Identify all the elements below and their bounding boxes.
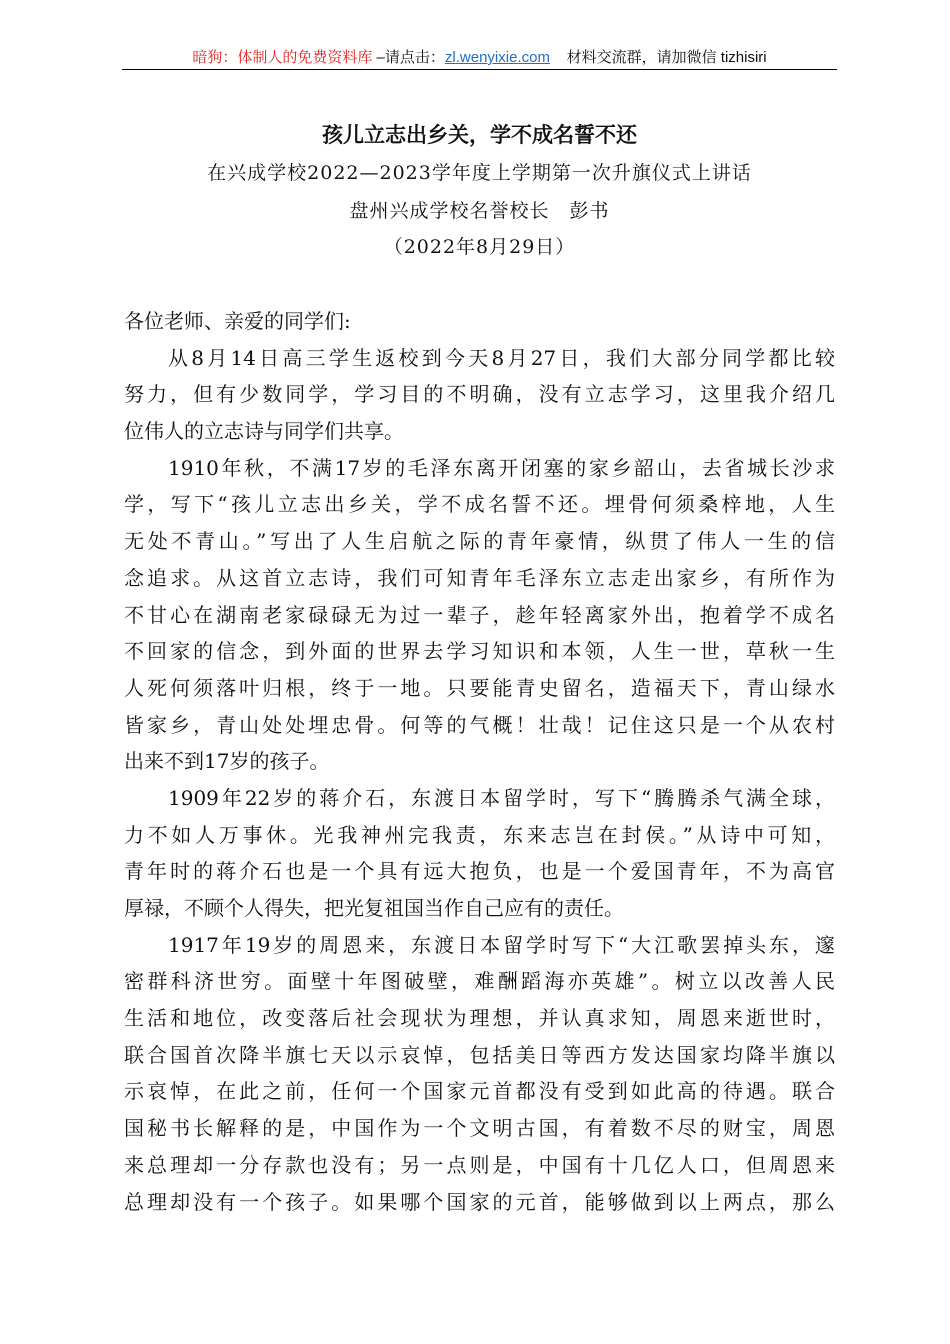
paragraph-line: 总理却没有一个孩子。如果哪个国家的元首，能够做到以上两点，那么 bbox=[124, 1189, 835, 1214]
paragraph bbox=[124, 340, 835, 450]
promo-text: 暗狗：体制人的免费资料库 bbox=[192, 49, 373, 66]
paragraph-line: 出来不到17岁的孩子。 bbox=[124, 749, 330, 774]
document-date: （2022年8月29日） bbox=[383, 236, 576, 258]
paragraph-line: 念追求。从这首立志诗，我们可知青年毛泽东立志走出家乡，有所作为 bbox=[124, 565, 835, 590]
paragraph-line: 1909年22岁的蒋介石，东渡日本留学时，写下“腾腾杀气满全球， bbox=[168, 785, 835, 810]
paragraph-line: 密群科济世穷。面壁十年图破壁，难酬蹈海亦英雄”。树立以改善人民 bbox=[124, 969, 835, 994]
paragraph-line: 不甘心在湖南老家碌碌无为过一辈子，趁年轻离家外出，抱着学不成名 bbox=[124, 602, 835, 627]
salutation: 各位老师、亲爱的同学们: bbox=[124, 309, 351, 333]
paragraph-line: 1910年秋，不满17岁的毛泽东离开闭塞的家乡韶山，去省城长沙求 bbox=[168, 455, 835, 480]
promo-click-text: –请点击： bbox=[372, 49, 445, 66]
paragraph-line: 示哀悼，在此之前，任何一个国家元首都没有受到如此高的待遇。联合 bbox=[124, 1079, 835, 1104]
paragraph-line: 力不如人万事休。光我神州完我责，东来志岂在封侯。”从诗中可知， bbox=[124, 822, 835, 847]
paragraph-line: 位伟人的立志诗与同学们共享。 bbox=[124, 419, 404, 444]
document-body bbox=[124, 303, 835, 1220]
paragraph-line: 皆家乡，青山处处埋忠骨。何等的气概！壮哉！记住这只是一个从农村 bbox=[124, 712, 835, 737]
paragraph-line: 人死何须落叶归根，终于一地。只要能青史留名，造福天下，青山绿水 bbox=[124, 675, 835, 700]
promo-wechat-text: 材料交流群，请加微信 tizhisiri bbox=[566, 49, 767, 66]
document-author: 盘州兴成学校名誉校长 彭书 bbox=[349, 200, 610, 222]
promo-header bbox=[122, 46, 837, 68]
paragraph-line: 联合国首次降半旗七天以示哀悼，包括美日等西方发达国家均降半旗以 bbox=[124, 1042, 835, 1067]
header-divider bbox=[122, 69, 837, 70]
paragraph bbox=[124, 780, 835, 927]
paragraph-line: 从8月14日高三学生返校到今天8月27日，我们大部分同学都比较 bbox=[168, 345, 835, 370]
paragraph-line: 1917年19岁的周恩来，东渡日本留学时写下“大江歌罢掉头东，邃 bbox=[168, 932, 835, 957]
paragraph-line: 努力，但有少数同学，学习目的不明确，没有立志学习，这里我介绍几 bbox=[124, 382, 835, 407]
paragraph-line: 国秘书长解释的是，中国作为一个文明古国，有着数不尽的财宝，周恩 bbox=[124, 1116, 835, 1141]
paragraph-line: 青年时的蒋介石也是一个具有远大抱负，也是一个爱国青年，不为高官 bbox=[124, 859, 835, 884]
paragraph-line: 厚禄，不顾个人得失，把光复祖国当作自己应有的责任。 bbox=[124, 896, 624, 920]
paragraph-line: 无处不青山。”写出了人生启航之际的青年豪情，纵贯了伟人一生的信 bbox=[124, 529, 835, 554]
paragraph-line: 生活和地位，改变落后社会现状为理想，并认真求知，周恩来逝世时， bbox=[124, 1006, 835, 1031]
promo-link[interactable]: zl.wenyixie.com bbox=[444, 49, 550, 66]
paragraph-line: 不回家的信念，到外面的世界去学习知识和本领，人生一世，草秋一生 bbox=[124, 639, 835, 664]
paragraph bbox=[124, 450, 835, 780]
document-subtitle: 在兴成学校2022—2023学年度上学期第一次升旗仪式上讲话 bbox=[207, 162, 752, 184]
paragraph-line: 来总理却一分存款也没有；另一点则是，中国有十几亿人口，但周恩来 bbox=[124, 1152, 835, 1177]
document-title: 孩儿立志出乡关，学不成名誓不还 bbox=[322, 122, 637, 147]
paragraph bbox=[124, 927, 835, 1221]
paragraph-line: 学，写下“孩儿立志出乡关，学不成名誓不还。埋骨何须桑梓地，人生 bbox=[124, 492, 835, 517]
